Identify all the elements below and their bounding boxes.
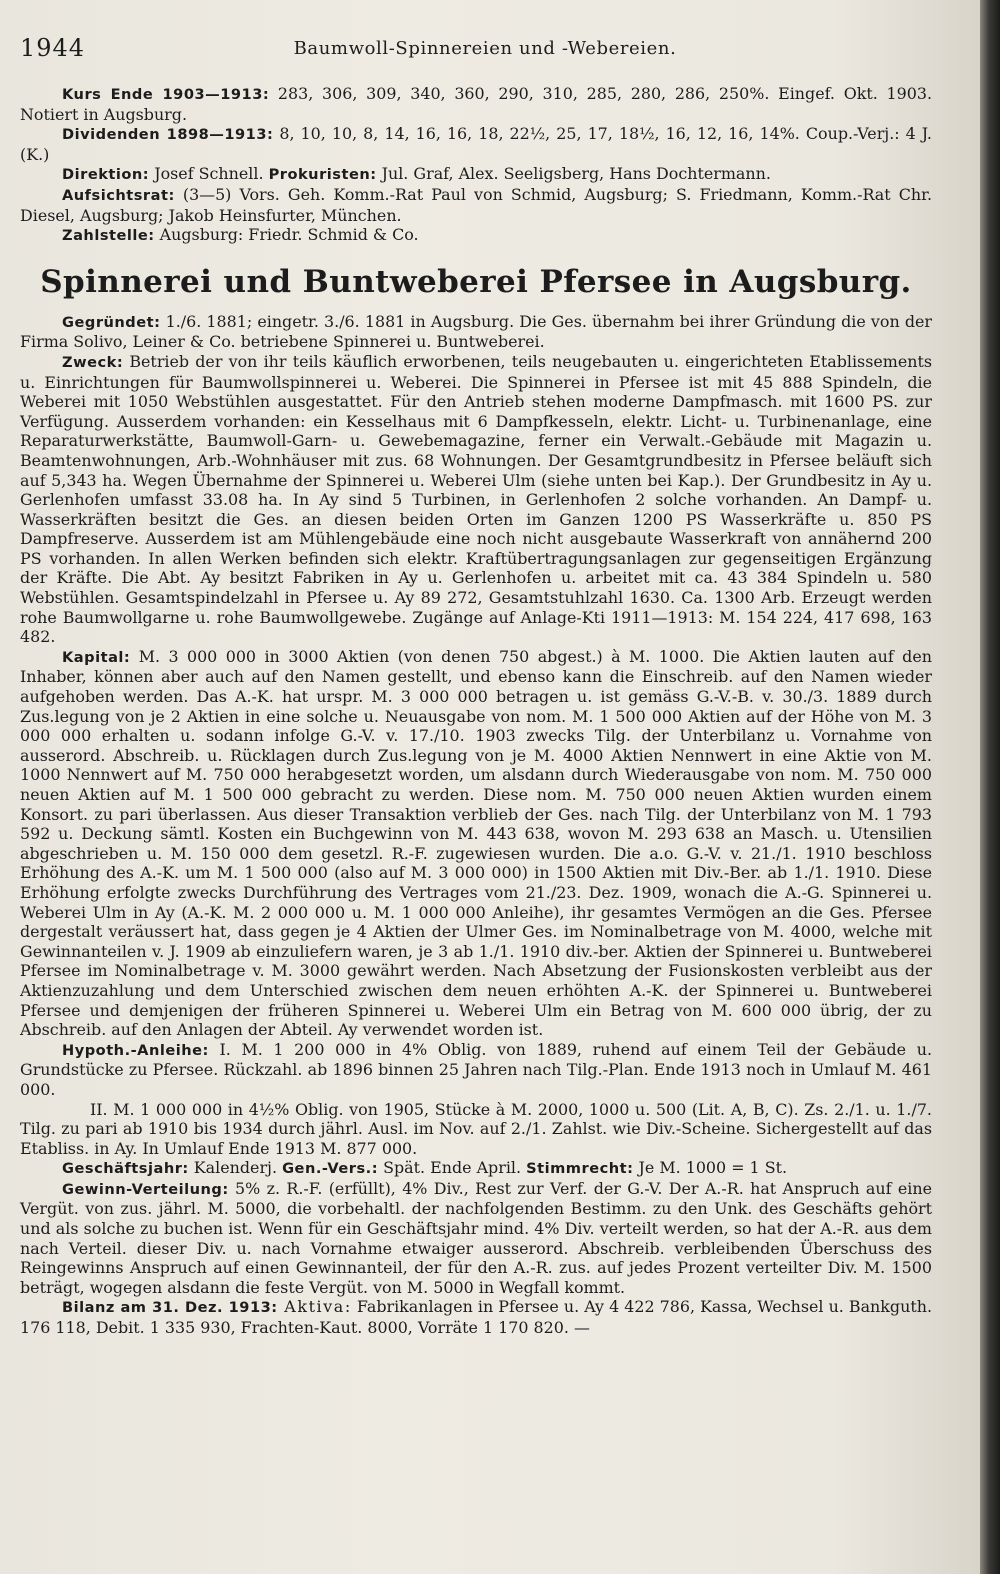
bilanz-aktiva-label: Aktiva: [277, 1297, 352, 1317]
zahlstelle-paragraph [20, 225, 932, 246]
running-title: Baumwoll-Spinnereien und -Webereien. [293, 38, 677, 59]
dividenden-label: Dividenden 1898—1913: [62, 126, 274, 144]
gewinn-verteilung-text: 5% z. R.-F. (erfüllt), 4% Div., Rest zur Verf. der G.-V. Der A.-R. hat Anspruch auf eine Vergüt. von zus. jährl. M. 5000, die vorbehaltl. der nachfolgenden Bestimm. zu den Unk. des Geschäfts gehört und als solche zu buchen ist. Wenn für ein Geschäftsjahr mind. 4% Div. verteilt werden, so hat der A.-R. aus dem nach Verteil. dieser Div. u. nach Vornahme etwaiger ausserord. Abschreib. verbleibenden Überschuss des Reingewinns Anspruch auf einen Gewinnanteil, der für den A.-R. zus. auf jedes Prozent verteilter Div. M. 1500 beträgt, wogegen alsdann die feste Vergüt. von M. 5000 in Wegfall kommt. [20, 1178, 932, 1297]
zweck-paragraph [20, 352, 932, 647]
gegruendet-label: Gegründet: [62, 313, 161, 331]
direktion-label: Direktion: [62, 166, 150, 184]
zahlstelle-text: Augsburg: Friedr. Schmid & Co. [154, 225, 419, 245]
kurs-paragraph [20, 84, 932, 124]
prokuristen-text: Jul. Graf, Alex. Seeligsberg, Hans Dochtermann. [376, 164, 771, 184]
dividenden-text: 8, 10, 10, 8, 14, 16, 16, 18, 22½, 25, 17, 18½, 16, 12, 16, 14%. Coup.-Verj.: 4 J. (K.) [20, 124, 932, 164]
bilanz-paragraph [20, 1297, 932, 1337]
geschaeftsjahr-text: Kalenderj. [188, 1158, 283, 1178]
bilanz-label: Bilanz am 31. Dez. 1913: [62, 1299, 278, 1317]
page-content [20, 84, 932, 1338]
kurs-text: 283, 306, 309, 340, 360, 290, 310, 285, 280, 286, 250%. Eingef. Okt. 1903. Notiert in Augsburg. [20, 84, 932, 124]
stimmrecht-label: Stimmrecht: [526, 1160, 634, 1178]
dividenden-paragraph [20, 124, 932, 164]
book-spine-shadow [980, 0, 1000, 1574]
page-number: 1944 [20, 34, 86, 62]
zweck-text: Betrieb der von ihr teils käuflich erworbenen, teils neugebauten u. eingerichteten Etablissements u. Einrichtungen für Baumwollspinnerei u. Weberei. Die Spinnerei in Pfersee ist mit 45 888 Spindeln, die Weberei mit 1050 Webstühlen ausgestattet. Für den Antrieb stehen moderne Dampfmasch. mit 1600 PS. zur Verfügung. Ausserdem vorhanden: ein Kesselhaus mit 6 Dampfkesseln, elektr. Licht- u. Turbinenanlage, eine Reparaturwerkstätte, Baumwoll-Garn- u. Gewebemagazine, ferner ein Verwalt.-Gebäude mit Magazin u. Beamtenwohnungen, Arb.-Wohnhäuser mit zus. 68 Wohnungen. Der Gesamtgrundbesitz in Pfersee beläuft sich auf 5,343 ha. Wegen Übernahme der Spinnerei u. Weberei Ulm (siehe unten bei Kap.). Der Grundbesitz in Ay u. Gerlenhofen umfasst 33.08 ha. In Ay sind 5 Turbinen, in Gerlenhofen 2 solche vorhanden. An Dampf- u. Wasserkräften besitzt die Ges. an diesen beiden Orten im Ganzen 1200 PS Wasserkräfte u. 850 PS Dampfreserve. Ausserdem ist am Mühlengebäude eine noch nicht ausgebaute Wasserkraft von annähernd 200 PS vorhanden. In allen Werken befinden sich elektr. Kraftübertragungsanlagen zur gegenseitigen Ergänzung der Kräfte. Die Abt. Ay besitzt Fabriken in Ay u. Gerlenhofen u. arbeitet mit ca. 43 384 Spindeln u. 580 Webstühlen. Gesamtspindelzahl in Pfersee u. Ay 89 272, Gesamtstuhlzahl 1630. Ca. 1300 Arb. Erzeugt werden rohe Baumwollgarne u. rohe Baumwollgewebe. Zugänge auf Anlage-Kti 1911—1913: M. 154 224, 417 698, 163 482. [20, 351, 932, 647]
prokuristen-label: Prokuristen: [268, 166, 377, 184]
kapital-label: Kapital: [62, 648, 131, 666]
aufsichtsrat-paragraph [20, 185, 932, 225]
hypoth-anleihe-label: Hypoth.-Anleihe: [62, 1041, 209, 1059]
hypoth-anleihe-text: I. M. 1 200 000 in 4% Oblig. von 1889, ruhend auf einem Teil der Gebäude u. Grundstücke zu Pfersee. Rückzahl. ab 1896 binnen 25 Jahren nach Tilg.-Plan. Ende 1913 noch in Umlauf M. 461 000. [20, 1039, 932, 1099]
geschaeftsjahr-paragraph [20, 1158, 932, 1179]
gegruendet-paragraph [20, 312, 932, 352]
geschaeftsjahr-label: Geschäftsjahr: [62, 1160, 189, 1178]
direktion-paragraph [20, 164, 932, 185]
zweck-label: Zweck: [62, 353, 124, 371]
hypoth-anleihe-paragraph [20, 1040, 932, 1100]
gen-vers-text: Spät. Ende April. [378, 1158, 527, 1178]
gewinn-verteilung-label: Gewinn-Verteilung: [62, 1180, 229, 1198]
aufsichtsrat-label: Aufsichtsrat: [62, 186, 175, 204]
kapital-text: M. 3 000 000 in 3000 Aktien (von denen 750 abgest.) à M. 1000. Die Aktien lauten auf den Inhaber, können aber auch auf den Namen gestellt, und ebenso kann die Einschreib. auf den Namen wieder aufgehoben werden. Das A.-K. hat urspr. M. 3 000 000 betragen u. ist gemäss G.-V.-B. v. 30./3. 1889 durch Zus.legung von je 2 Aktien in eine solche u. Neuausgabe von nom. M. 1 500 000 Aktien auf der Höhe von M. 3 000 000 erhalten u. sodann infolge G.-V. v. 17./10. 1903 zwecks Tilg. der Unterbilanz u. Vornahme von ausserord. Abschreib. u. Rücklagen durch Zus.legung von je M. 4000 Aktien Nennwert in eine Aktie von M. 1000 Nennwert auf M. 750 000 herabgesetzt worden, um alsdann durch Wiederausgabe von nom. M. 750 000 neuen Aktien auf M. 1 500 000 gebracht zu werden. Diese nom. M. 750 000 neuen Aktien wurden einem Konsort. zu pari überlassen. Aus dieser Transaktion verblieb der Ges. nach Tilg. der Unterbilanz von M. 1 793 592 u. Deckung sämtl. Kosten ein Buchgewinn von M. 443 638, wovon M. 293 638 an Masch. u. Utensilien abgeschrieben u. M. 150 000 dem gesetzl. R.-F. zugewiesen wurden. Die a.o. G.-V. v. 21./1. 1910 beschloss Erhöhung des A.-K. um M. 1 500 000 (also auf M. 3 000 000) in 1500 Aktien mit Div.-Ber. ab 1./1. 1910. Diese Erhöhung erfolgte zwecks Durchführung des Vertrages vom 21./23. Dez. 1909, wonach die A.-G. Spinnerei u. Weberei Ulm in Ay (A.-K. M. 2 000 000 u. M. 1 000 000 Anleihe), ihr gesamtes Vermögen an die Ges. Pfersee dergestalt veräussert hat, dass gegen je 4 Aktien der Ulmer Ges. im Nominalbetrage von M. 4000, welche mit Gewinnanteilen v. J. 1909 ab einzuliefern waren, je 3 ab 1./1. 1910 div.-ber. Aktien der Spinnerei u. Buntweberei Pfersee im Nominalbetrage v. M. 3000 gewährt werden. Nach Absetzung der Fusionskosten verbleibt aus der Aktienzuzahlung und dem Unterschied zwischen dem neuen erhöhten A.-K. der Spinnerei u. Buntweberei Pfersee und demjenigen der früheren Spinnerei u. Weberei Ulm ein Betrag von M. 600 000 übrig, der zu Abschreib. auf den Anlagen der Abteil. Ay verwendet worden ist. [20, 646, 932, 1040]
company-title: Spinnerei und Buntweberei Pfersee in Augsburg. [40, 263, 912, 300]
hypoth-anleihe-2-paragraph: II. M. 1 000 000 in 4½% Oblig. von 1905, Stücke à M. 2000, 1000 u. 500 (Lit. A, B, C). Zs. 2./1. u. 1./7. Tilg. zu pari ab 1910 bis 1934 durch jährl. Ausl. im Nov. auf 2./1. Zahlst. wie Div.-Scheine. Sichergestellt auf das Etabliss. in Ay. In Umlauf Ende 1913 M. 877 000. [20, 1099, 932, 1158]
gegruendet-text: 1./6. 1881; eingetr. 3./6. 1881 in Augsburg. Die Ges. übernahm bei ihrer Gründung die von der Firma Solivo, Leiner & Co. betriebene Spinnerei u. Buntweberei. [20, 311, 932, 352]
aufsichtsrat-text: (3—5) Vors. Geh. Komm.-Rat Paul von Schmid, Augsburg; S. Friedmann, Komm.-Rat Chr. Diesel, Augsburg; Jakob Heinsfurter, München. [20, 184, 932, 225]
gen-vers-label: Gen.-Vers.: [282, 1160, 379, 1178]
page-header [20, 34, 950, 68]
stimmrecht-text: Je M. 1000 = 1 St. [633, 1158, 788, 1178]
kapital-paragraph [20, 647, 932, 1040]
bilanz-text: Fabrikanlagen in Pfersee u. Ay 4 422 786, Kassa, Wechsel u. Bankguth. 176 118, Debit. 1 335 930, Frachten-Kaut. 8000, Vorräte 1 170 820. — [20, 1297, 932, 1338]
direktion-text: Josef Schnell. [149, 164, 269, 184]
gewinn-verteilung-paragraph [20, 1179, 932, 1298]
zahlstelle-label: Zahlstelle: [62, 227, 155, 245]
kurs-label: Kurs Ende 1903—1913: [62, 86, 270, 103]
